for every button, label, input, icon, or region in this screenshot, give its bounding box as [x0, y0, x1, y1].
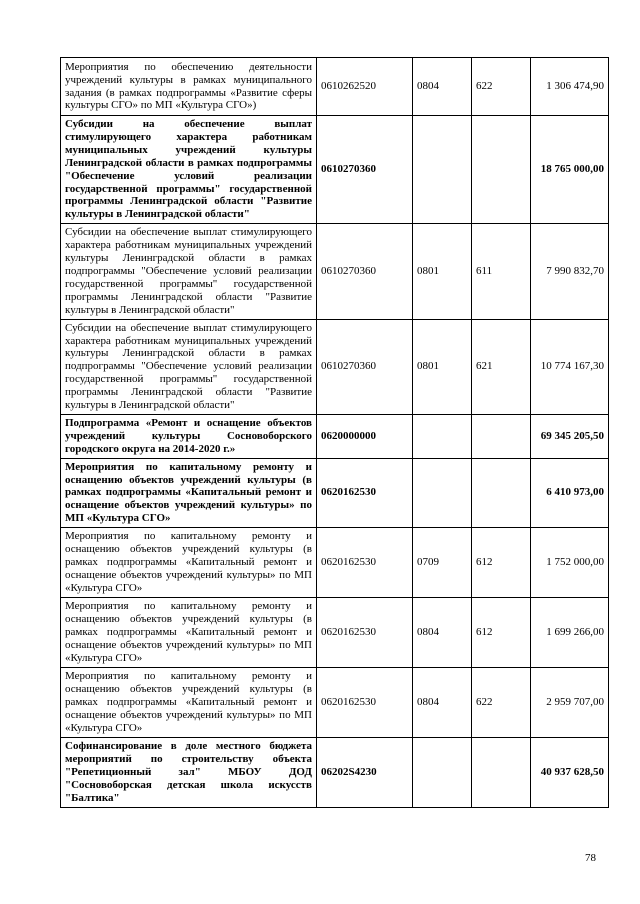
amount: 18 765 000,00	[531, 116, 609, 224]
expense-type-code: 612	[472, 528, 531, 598]
target-article-code: 06202S4230	[317, 738, 413, 808]
amount: 10 774 167,30	[531, 319, 609, 414]
expense-type-code: 622	[472, 668, 531, 738]
amount: 1 306 474,90	[531, 58, 609, 116]
target-article-code: 0620162530	[317, 458, 413, 528]
row-description: Подпрограмма «Ремонт и оснащение объектов учреждений культуры Сосновоборского городского округа на 2014-2020 г.»	[61, 414, 317, 458]
table-row	[61, 116, 609, 224]
table-row	[61, 598, 609, 668]
section-code	[413, 738, 472, 808]
target-article-code: 0610270360	[317, 224, 413, 319]
budget-table	[60, 57, 609, 808]
row-description: Софинансирование в доле местного бюджета мероприятий по строительству объекта "Репетиционный зал" МБОУ ДОД "Сосновоборская детская школа искусств "Балтика"	[61, 738, 317, 808]
target-article-code: 0620162530	[317, 528, 413, 598]
section-code: 0801	[413, 319, 472, 414]
expense-type-code: 621	[472, 319, 531, 414]
row-description: Субсидии на обеспечение выплат стимулирующего характера работникам муниципальных учреждений культуры Ленинградской области в рамках подпрограммы "Обеспечение условий реализации государственной программы" государственной программы Ленинградской области "Развитие культуры в Ленинградской области"	[61, 224, 317, 319]
row-description: Субсидии на обеспечение выплат стимулирующего характера работникам муниципальных учреждений культуры Ленинградской области в рамках подпрограммы "Обеспечение условий реализации государственной программы" государственной программы Ленинградской области "Развитие культуры в Ленинградской области"	[61, 319, 317, 414]
expense-type-code	[472, 458, 531, 528]
section-code: 0801	[413, 224, 472, 319]
table-row	[61, 738, 609, 808]
expense-type-code: 611	[472, 224, 531, 319]
row-description: Мероприятия по обеспечению деятельности учреждений культуры в рамках муниципального задания (в рамках подпрограммы «Развитие сферы культуры СГО» по МП «Культура СГО»)	[61, 58, 317, 116]
table-row	[61, 224, 609, 319]
expense-type-code: 612	[472, 598, 531, 668]
target-article-code: 0620162530	[317, 668, 413, 738]
amount: 1 699 266,00	[531, 598, 609, 668]
amount: 1 752 000,00	[531, 528, 609, 598]
row-description: Мероприятия по капитальному ремонту и оснащению объектов учреждений культуры (в рамках подпрограммы «Капитальный ремонт и оснащение объектов учреждений культуры» по МП «Культура СГО»	[61, 528, 317, 598]
expense-type-code	[472, 414, 531, 458]
section-code	[413, 116, 472, 224]
page-number: 78	[585, 852, 596, 864]
row-description: Мероприятия по капитальному ремонту и оснащению объектов учреждений культуры (в рамках подпрограммы «Капитальный ремонт и оснащение объектов учреждений культуры» по МП «Культура СГО»	[61, 668, 317, 738]
row-description: Мероприятия по капитальному ремонту и оснащению объектов учреждений культуры (в рамках подпрограммы «Капитальный ремонт и оснащение объектов учреждений культуры» по МП «Культура СГО»	[61, 598, 317, 668]
table-row	[61, 458, 609, 528]
target-article-code: 0610262520	[317, 58, 413, 116]
amount: 2 959 707,00	[531, 668, 609, 738]
target-article-code: 0620162530	[317, 598, 413, 668]
table-row	[61, 319, 609, 414]
amount: 7 990 832,70	[531, 224, 609, 319]
section-code	[413, 458, 472, 528]
amount: 69 345 205,50	[531, 414, 609, 458]
section-code: 0804	[413, 598, 472, 668]
target-article-code: 0610270360	[317, 116, 413, 224]
amount: 6 410 973,00	[531, 458, 609, 528]
row-description: Субсидии на обеспечение выплат стимулирующего характера работникам муниципальных учреждений культуры Ленинградской области в рамках подпрограммы "Обеспечение условий реализации государственной программы" государственной программы Ленинградской области "Развитие культуры в Ленинградской области"	[61, 116, 317, 224]
target-article-code: 0620000000	[317, 414, 413, 458]
table-row	[61, 668, 609, 738]
target-article-code: 0610270360	[317, 319, 413, 414]
expense-type-code	[472, 738, 531, 808]
section-code	[413, 414, 472, 458]
expense-type-code: 622	[472, 58, 531, 116]
section-code: 0804	[413, 668, 472, 738]
row-description: Мероприятия по капитальному ремонту и оснащению объектов учреждений культуры (в рамках подпрограммы «Капитальный ремонт и оснащение объектов учреждений культуры» по МП «Культура СГО»	[61, 458, 317, 528]
table-row	[61, 528, 609, 598]
table-row	[61, 414, 609, 458]
section-code: 0709	[413, 528, 472, 598]
section-code: 0804	[413, 58, 472, 116]
expense-type-code	[472, 116, 531, 224]
amount: 40 937 628,50	[531, 738, 609, 808]
table-row	[61, 58, 609, 116]
